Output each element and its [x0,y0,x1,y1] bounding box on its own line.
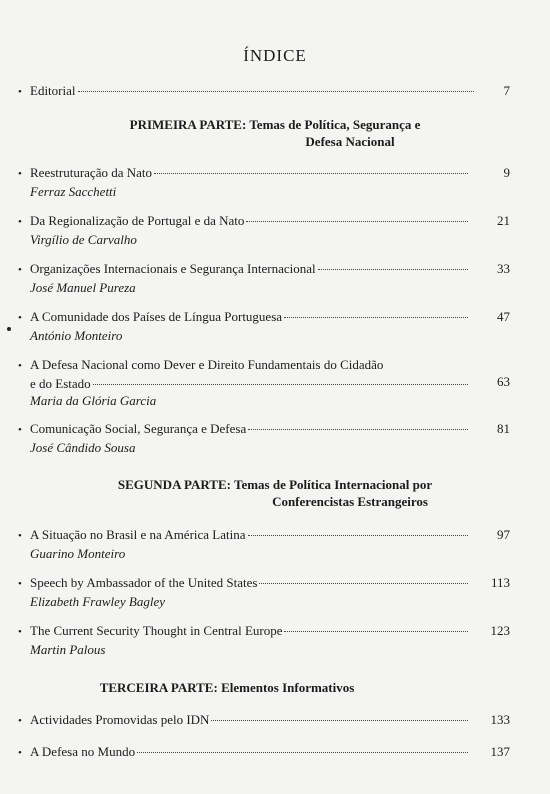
part-heading-3 [0,679,502,696]
entry-author: José Cândido Sousa [30,440,136,455]
bullet: • [18,715,22,727]
toc-entry[interactable] [18,622,510,658]
bullet: • [18,168,22,180]
dot-leader [246,220,468,222]
part-label: TERCEIRA PARTE: [99,680,218,695]
entry-page-number: 63 [497,374,510,389]
bullet: • [18,216,22,228]
bullet: • [18,360,22,372]
bullet: • [18,312,22,324]
dot-leader [211,719,468,721]
ink-speck [7,327,11,331]
part-label: SEGUNDA PARTE: [117,477,231,492]
entry-page-number: 21 [497,213,510,228]
entry-title: Reestruturação da Nato [30,165,153,180]
toc-entry-editorial[interactable] [18,82,510,101]
entry-author: Maria da Glória Garcia [30,393,157,408]
entry-page-number: 33 [497,261,510,276]
entry-title: A Comunidade dos Países de Língua Portuguesa [30,309,283,324]
entry-title: The Current Security Thought in Central Europe [30,623,283,638]
part-heading-1 [0,116,550,150]
entry-author: Elizabeth Frawley Bagley [30,594,166,609]
toc-entry[interactable] [18,164,510,200]
toc-entry[interactable] [18,308,510,344]
entry-page-number: 81 [497,421,510,436]
entry-title: Speech by Ambassador of the United States [30,575,258,590]
entry-author: Virgílio de Carvalho [30,232,137,247]
entry-page-number: 123 [490,623,510,638]
part-subject: Temas de Política, Segurança e [249,117,421,132]
toc-entry[interactable] [18,574,510,610]
entry-page-number: 137 [490,744,510,759]
entry-title: A Defesa Nacional como Dever e Direito Fundamentais do Cidadão [30,357,384,372]
entry-title: A Defesa no Mundo [30,744,136,759]
entry-title: Actividades Promovidas pelo IDN [30,712,210,727]
part-subject-cont: Defesa Nacional [305,134,395,149]
part-label: PRIMEIRA PARTE: [129,117,247,132]
dot-leader [259,582,468,584]
bullet: • [18,530,22,542]
entry-author: José Manuel Pureza [30,280,136,295]
entry-title-cont: e do Estado [30,376,91,391]
entry-author: Martin Palous [30,642,106,657]
toc-entry[interactable] [18,260,510,296]
bullet: • [18,424,22,436]
dot-leader [248,534,468,536]
part-subject: Temas de Política Internacional por [233,477,433,492]
entry-author: Ferraz Sacchetti [30,184,117,199]
dot-leader [93,383,468,385]
toc-entry[interactable] [18,711,510,730]
entry-title: Organizações Internacionais e Segurança Internacional [30,261,316,276]
dot-leader [284,316,468,318]
entry-page-number: 47 [497,309,510,324]
bullet: • [18,264,22,276]
entry-title: Da Regionalização de Portugal e da Nato [30,213,245,228]
dot-leader [284,630,468,632]
dot-leader [137,751,468,753]
entry-page-number: 113 [490,575,510,590]
entry-page-number: 97 [497,527,510,542]
dot-leader [248,428,468,430]
dot-leader [78,90,475,92]
part-heading-2 [0,476,550,510]
toc-entry[interactable] [18,356,510,409]
dot-leader [318,268,468,270]
bullet: • [18,86,22,98]
entry-page-number: 9 [503,165,510,180]
entry-page-number: 7 [503,83,510,98]
part-subject-cont: Conferencistas Estrangeiros [272,494,428,509]
dot-leader [154,172,468,174]
entry-author: Guarino Monteiro [30,546,126,561]
bullet: • [18,626,22,638]
toc-entry[interactable] [18,526,510,562]
entry-author: António Monteiro [30,328,123,343]
bullet: • [18,747,22,759]
toc-entry[interactable] [18,212,510,248]
toc-entry[interactable] [18,420,510,456]
entry-page-number: 133 [490,712,510,727]
bullet: • [18,578,22,590]
entry-title: A Situação no Brasil e na América Latina [30,527,246,542]
entry-title: Comunicação Social, Segurança e Defesa [30,421,247,436]
part-subject: Elementos Informativos [221,680,355,695]
entry-title: Editorial [30,83,76,98]
page-title: ÍNDICE [243,46,307,65]
toc-entry[interactable] [18,743,510,762]
